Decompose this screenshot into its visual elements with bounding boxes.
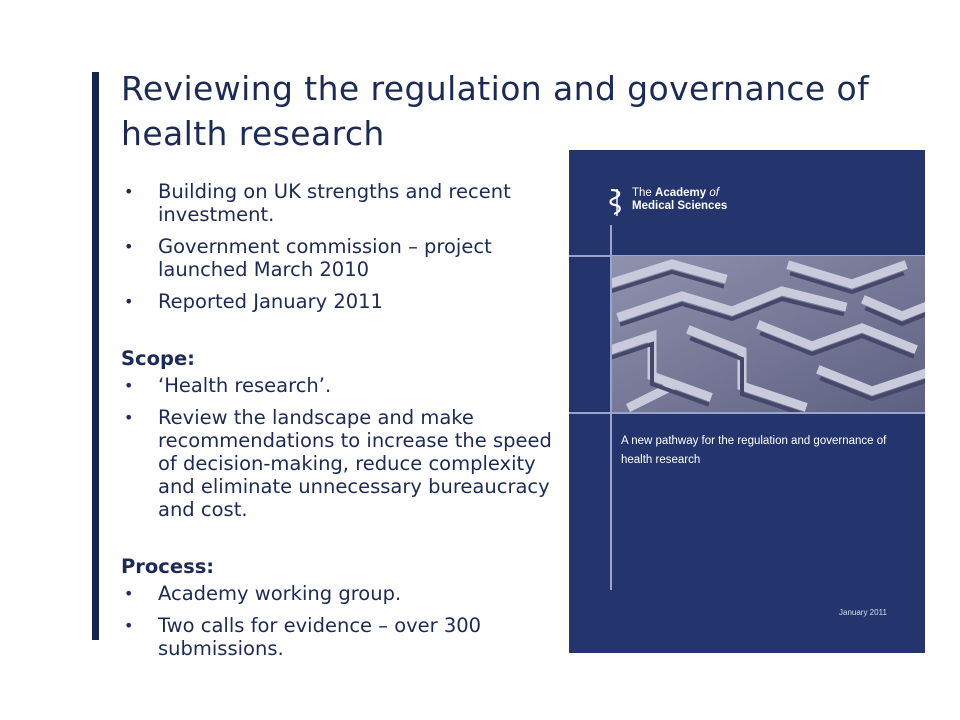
logo-text: The Academy of Medical Sciences (632, 187, 728, 212)
intro-bullets (121, 180, 561, 313)
list-item: • Review the landscape and make recommendations to increase the speed of decision-making, reduce complexity and eliminate unnecessary bureaucracy and cost. (124, 406, 552, 521)
bullet-icon: • (124, 292, 134, 311)
slide-body (121, 180, 561, 669)
accent-bar (92, 72, 99, 640)
bullet-icon: • (124, 182, 134, 201)
list-item: • Academy working group. (124, 582, 402, 605)
scope-bullets (121, 374, 561, 521)
list-item: • Two calls for evidence – over 300 submissions. (124, 614, 482, 660)
cover-date: January 2011 (839, 608, 887, 617)
bullet-icon: • (124, 616, 134, 635)
process-heading: Process: (121, 555, 215, 578)
bullet-icon: • (124, 376, 134, 395)
report-cover (569, 150, 925, 653)
list-item: • ‘Health research’. (124, 374, 332, 397)
bullet-icon: • (124, 408, 134, 427)
academy-logo-icon (606, 187, 628, 217)
scope-heading: Scope: (121, 347, 195, 370)
bullet-icon: • (124, 584, 134, 603)
bullet-icon: • (124, 237, 134, 256)
academy-logo (606, 187, 727, 217)
process-bullets (121, 582, 561, 660)
list-item: • Government commission – project launched March 2010 (124, 235, 492, 281)
list-item: • Reported January 2011 (124, 290, 383, 313)
list-item: • Building on UK strengths and recent investment. (124, 180, 511, 226)
cover-rule-bottom (569, 412, 925, 414)
cover-title: A new pathway for the regulation and governance of health research (621, 435, 887, 466)
maze-image (612, 256, 925, 412)
slide-title: Reviewing the regulation and governance of health research (121, 69, 870, 153)
